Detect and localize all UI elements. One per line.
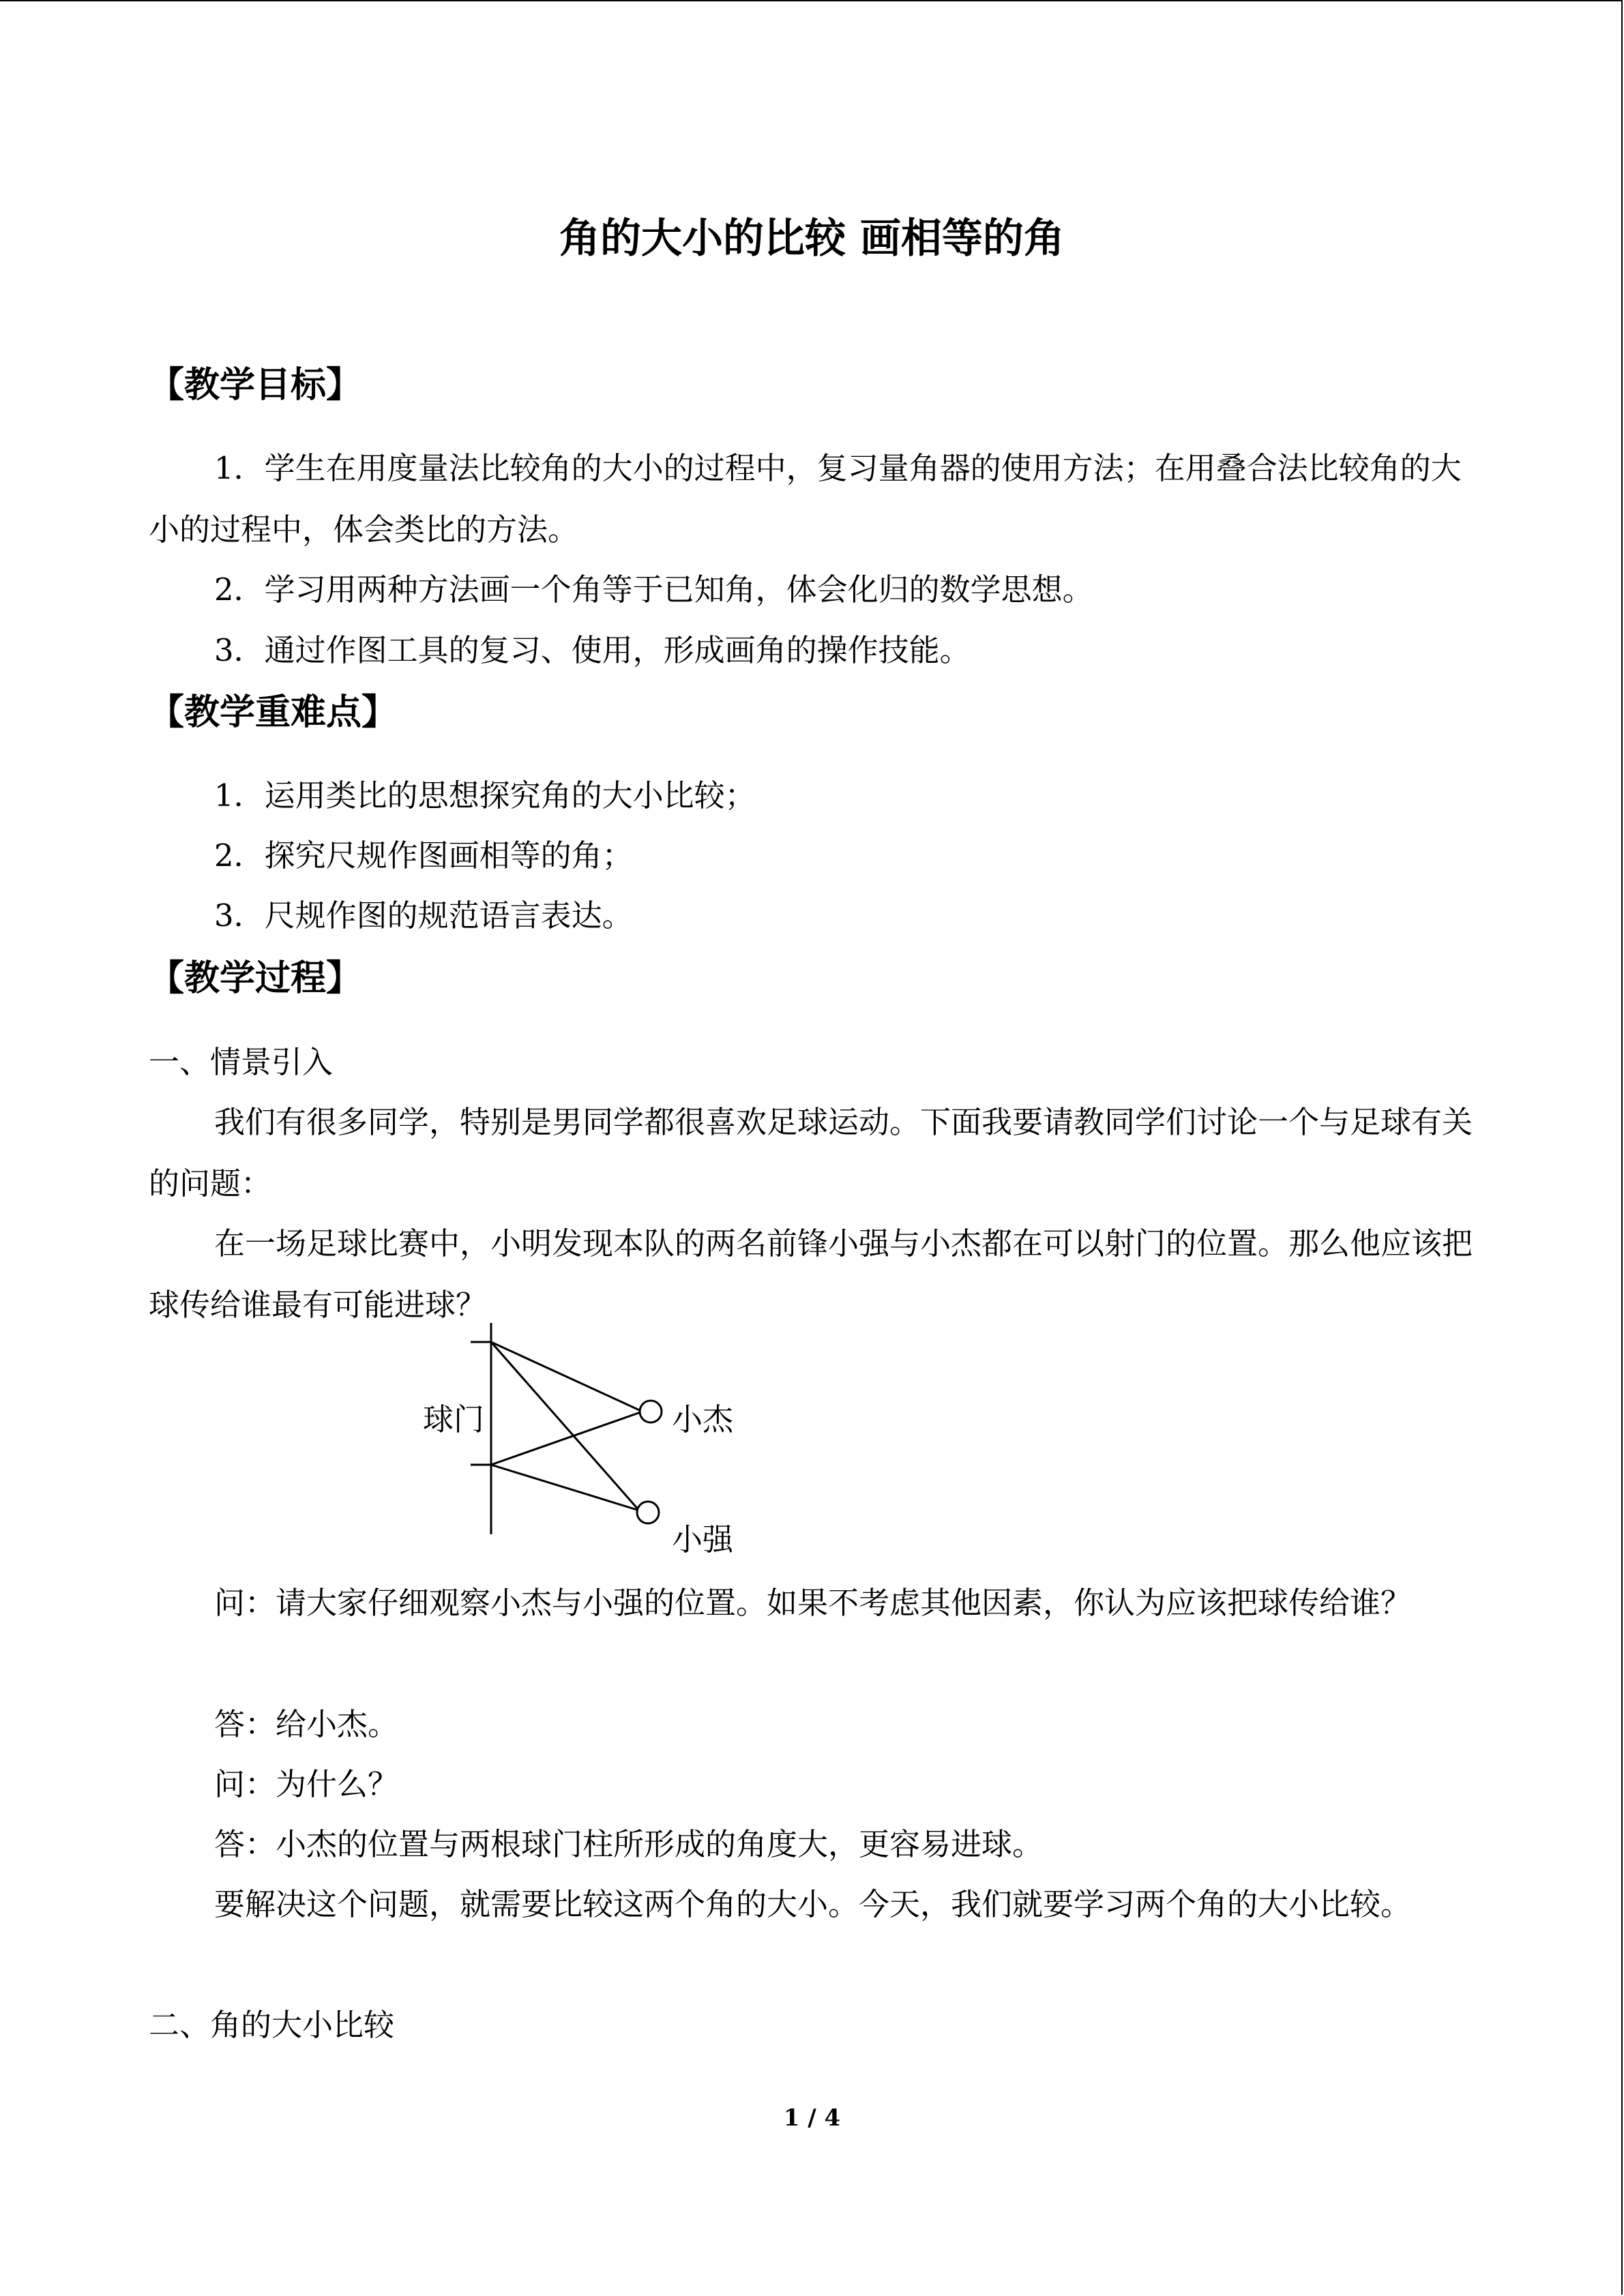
- goal-label: 球门: [423, 1401, 485, 1437]
- dialogue-1: 问：请大家仔细观察小杰与小强的位置。如果不考虑其他因素，你认为应该把球传给谁？: [214, 1585, 1412, 1621]
- line-post2-player1: [491, 1412, 643, 1465]
- part1-title: 一、情景引入: [149, 1044, 334, 1080]
- process-paragraph-2: 在一场足球比赛中，小明发现本队的两名前锋小强与小杰都在可以射门的位置。那么他应该把球传给谁最有可能进球？: [149, 1225, 1473, 1323]
- part2-title: 二、角的大小比较: [149, 2007, 395, 2043]
- objective-item-3: 3．通过作图工具的复习、使用，形成画角的操作技能。: [214, 632, 971, 668]
- key-points-heading: 【教学重难点】: [149, 692, 398, 733]
- player1-label: 小杰: [672, 1401, 734, 1437]
- process-heading: 【教学过程】: [149, 958, 362, 999]
- dialogue-2: 答：给小杰。: [214, 1706, 399, 1742]
- dialogue-5: 要解决这个问题，就需要比较这两个角的大小。今天，我们就要学习两个角的大小比较。: [214, 1886, 1412, 1922]
- objectives-heading: 【教学目标】: [149, 365, 362, 406]
- key-point-item-3: 3．尺规作图的规范语言表达。: [214, 897, 633, 934]
- key-point-item-1: 1．运用类比的思想探究角的大小比较；: [214, 777, 756, 814]
- document-title: 角的大小的比较 画相等的角: [559, 215, 1065, 263]
- player2-marker: [637, 1502, 659, 1523]
- soccer-diagram: [402, 1316, 784, 1557]
- process-paragraph-1: 我们有很多同学，特别是男同学都很喜欢足球运动。下面我要请教同学们讨论一个与足球有关的问题：: [149, 1104, 1473, 1202]
- player1-marker: [640, 1401, 662, 1422]
- dialogue-4: 答：小杰的位置与两根球门柱所形成的角度大，更容易进球。: [214, 1826, 1044, 1862]
- dialogue-3: 问：为什么？: [214, 1766, 399, 1802]
- player2-label: 小强: [672, 1521, 734, 1557]
- line-post1-player1: [491, 1342, 643, 1412]
- page-number: 1 / 4: [783, 2104, 841, 2132]
- objective-item-2: 2．学习用两种方法画一个角等于已知角，体会化归的数学思想。: [214, 571, 1093, 608]
- line-post1-player2: [491, 1342, 639, 1510]
- key-point-item-2: 2．探究尺规作图画相等的角；: [214, 837, 633, 874]
- objective-item-1: 1．学生在用度量法比较角的大小的过程中，复习量角器的使用方法；在用叠合法比较角的大小的过程中，体会类比的方法。: [149, 450, 1462, 548]
- line-post2-player2: [491, 1465, 639, 1510]
